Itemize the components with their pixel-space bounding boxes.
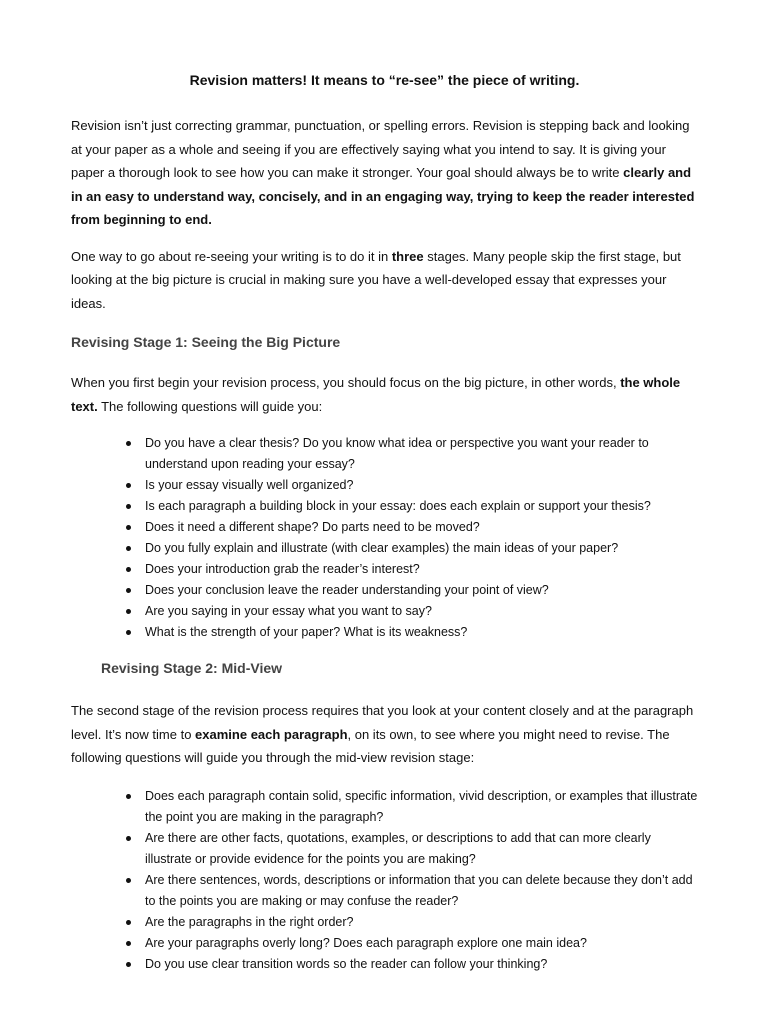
list-item: What is the strength of your paper? What is its weakness? — [145, 622, 698, 643]
stage2-text: The second stage of the revision process requires that you look at your content closely and at the paragraph level. It’s now time to — [71, 703, 694, 742]
list-item: Does your conclusion leave the reader understanding your point of view? — [145, 580, 698, 601]
list-item: Is your essay visually well organized? — [145, 475, 698, 496]
intro-text: Revision isn’t just correcting grammar, punctuation, or spelling errors. Revision is stepping back and looking at your paper as a whole and seeing if you are effectively saying what you intend to say. It is giving your paper a thorough look to see how you can make it stronger. Your goal should always be to write — [71, 118, 690, 180]
list-item: Are your paragraphs overly long? Does each paragraph explore one main idea? — [145, 933, 698, 954]
list-item: Are the paragraphs in the right order? — [145, 912, 698, 933]
document-title: Revision matters! It means to “re-see” the piece of writing. — [189, 72, 580, 88]
list-item: Does each paragraph contain solid, specific information, vivid description, or examples that illustrate the point you are making in the paragraph? — [145, 786, 698, 828]
stage2-paragraph — [71, 699, 698, 770]
list-item: Is each paragraph a building block in your essay: does each explain or support your thesis? — [145, 496, 698, 517]
three-bold-text: three — [391, 248, 424, 264]
list-item: Does it need a different shape? Do parts need to be moved? — [145, 517, 698, 538]
list-item: Do you fully explain and illustrate (with clear examples) the main ideas of your paper? — [145, 538, 698, 559]
list-item: Do you have a clear thesis? Do you know what idea or perspective you want your reader to understand upon reading your essay? — [145, 433, 698, 475]
stage1-question-list — [71, 433, 698, 643]
stage2-bold-text: examine each paragraph — [195, 726, 348, 742]
list-item: Do you use clear transition words so the reader can follow your thinking? — [145, 954, 698, 975]
stage2-question-list — [71, 786, 698, 975]
stages-intro-paragraph — [71, 245, 698, 316]
stage1-text-cont: The following questions will guide you: — [97, 398, 323, 414]
stage2-text-cont: , on its own, to see where you might need to revise. The following questions will guide you through the mid-view revision stage: — [71, 726, 670, 765]
list-item: Does your introduction grab the reader’s interest? — [145, 559, 698, 580]
list-item: Are there are other facts, quotations, examples, or descriptions to add that can more clearly illustrate or provide evidence for the points you are making? — [145, 828, 698, 870]
stage1-bold-text: the whole text. — [71, 375, 681, 414]
stage1-paragraph — [71, 371, 698, 418]
list-item: Are you saying in your essay what you want to say? — [145, 601, 698, 622]
stage2-heading: Revising Stage 2: Mid-View — [101, 660, 283, 676]
stages-intro-text: One way to go about re-seeing your writing is to do it in — [71, 248, 392, 264]
stage1-text: When you first begin your revision process, you should focus on the big picture, in other words, — [71, 375, 621, 390]
stage1-heading: Revising Stage 1: Seeing the Big Picture — [71, 334, 341, 350]
list-item: Are there sentences, words, descriptions or information that you can delete because they don’t add to the points you are making or may confuse the reader? — [145, 870, 698, 912]
intro-paragraph — [71, 114, 698, 232]
intro-bold-text: clearly and in an easy to understand way, concisely, and in an engaging way, trying to keep the reader interested from beginning to end. — [71, 165, 695, 227]
stages-intro-text-cont: stages. Many people skip the first stage, but looking at the big picture is crucial in making sure you have a well-developed essay that expresses your ideas. — [71, 248, 681, 311]
